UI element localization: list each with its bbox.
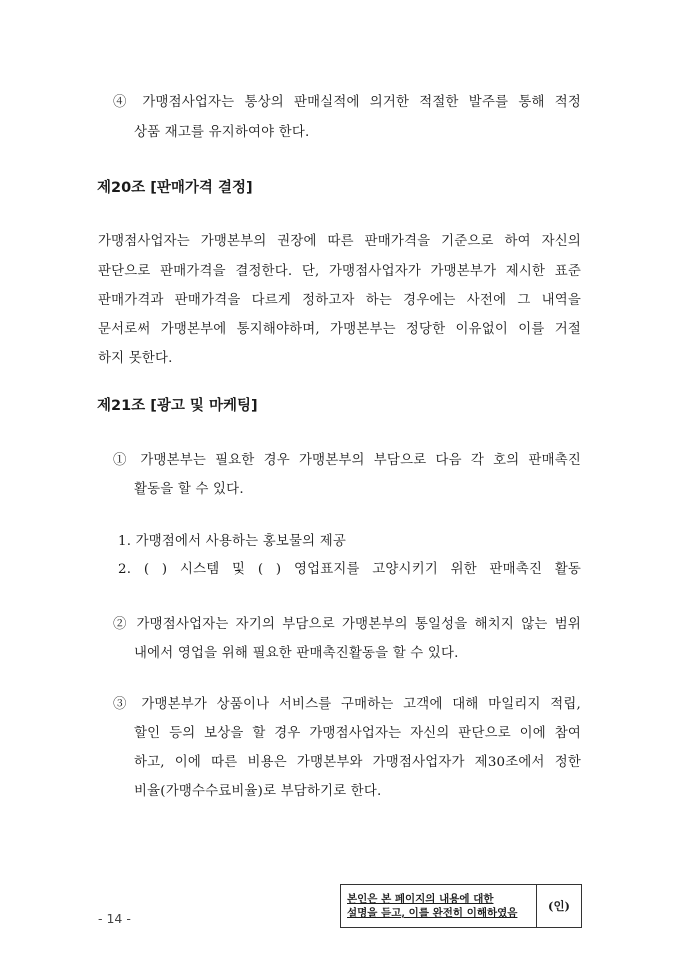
art21-subitem-2: 2. ( ) 시스템 및 ( ) 영업표지를 고양시키기 위한 판매촉진 활동 [118, 562, 581, 577]
art19-item4-line1: ④ 가맹점사업자는 통상의 판매실적에 의거한 적절한 발주를 통해 적정 [113, 95, 581, 110]
confirmation-box [340, 884, 582, 928]
seal-placeholder: (인) [548, 899, 570, 913]
art21-item1-line2: 활동을 할 수 있다. [134, 482, 244, 497]
art21-item3-line1: ③ 가맹본부가 상품이나 서비스를 구매하는 고객에 대해 마일리지 적립, [113, 697, 581, 712]
art21-item3-line3: 하고, 이에 따른 비용은 가맹본부와 가맹점사업자가 제30조에서 정한 [134, 755, 581, 770]
art19-item4-line2: 상품 재고를 유지하여야 한다. [134, 125, 310, 140]
article-21-heading: 제21조 [광고 및 마케팅] [97, 398, 258, 414]
art20-line-5: 하지 못한다. [98, 351, 173, 366]
art21-item3-line4: 비율(가맹수수료비율)로 부담하기로 한다. [134, 784, 382, 799]
art21-subitem-1: 1. 가맹점에서 사용하는 홍보물의 제공 [118, 534, 347, 549]
art20-line-2: 판단으로 판매가격을 결정한다. 단, 가맹점사업자가 가맹본부가 제시한 표준 [98, 264, 581, 279]
art20-line-1: 가맹점사업자는 가맹본부의 권장에 따른 판매가격을 기준으로 하여 자신의 [98, 234, 581, 249]
art20-line-4: 문서로써 가맹본부에 통지해야하며, 가맹본부는 정당한 이유없이 이를 거절 [98, 322, 581, 337]
confirmation-line-2: 설명을 듣고, 이를 완전히 이해하였음 [347, 907, 518, 919]
page-number: - 14 - [98, 911, 131, 926]
article-20-heading: 제20조 [판매가격 결정] [97, 180, 253, 196]
art21-item3-line2: 할인 등의 보상을 할 경우 가맹점사업자는 자신의 판단으로 이에 참여 [134, 726, 581, 741]
art21-item1-line1: ① 가맹본부는 필요한 경우 가맹본부의 부담으로 다음 각 호의 판매촉진 [113, 453, 581, 468]
art20-line-3: 판매가격과 판매가격을 다르게 정하고자 하는 경우에는 사전에 그 내역을 [98, 293, 581, 308]
art21-item2-line2: 내에서 영업을 위해 필요한 판매촉진활동을 할 수 있다. [134, 646, 459, 661]
confirmation-statement [341, 885, 537, 927]
art21-item2-line1: ② 가맹점사업자는 자기의 부담으로 가맹본부의 통일성을 해치지 않는 범위 [113, 617, 581, 632]
confirmation-line-1: 본인은 본 페이지의 내용에 대한 [347, 893, 494, 905]
